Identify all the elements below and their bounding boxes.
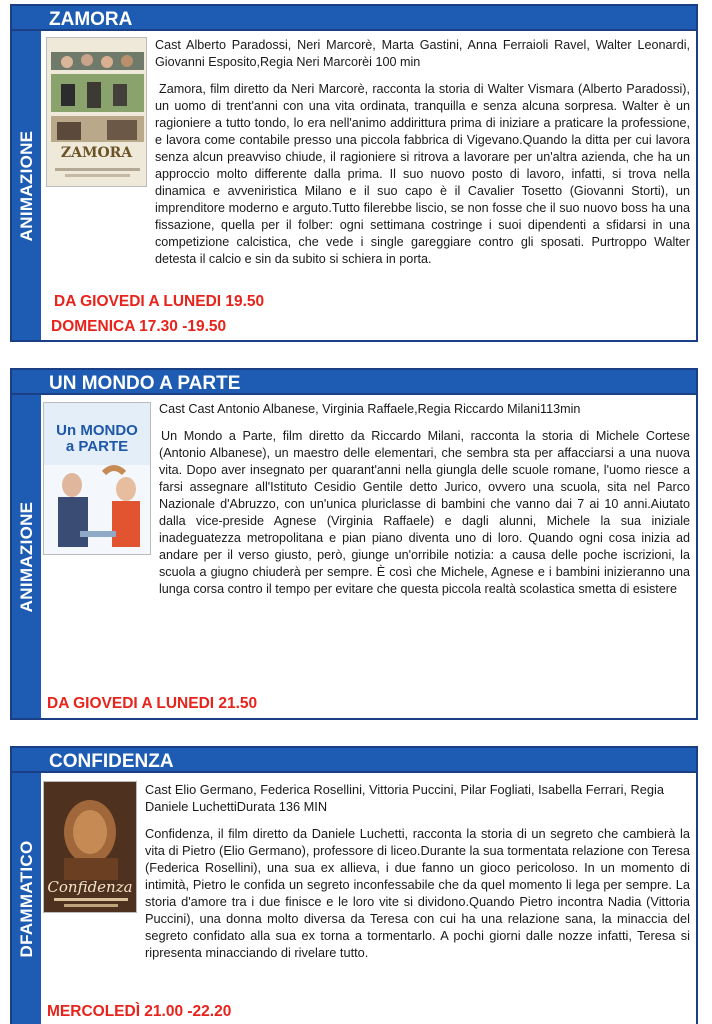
film-poster: [43, 781, 137, 913]
film-description: [159, 401, 690, 598]
genre-bar: [10, 395, 41, 720]
film-body: [41, 395, 698, 720]
poster-title: Confidenza: [47, 878, 133, 896]
film-synopsis: Zamora, film diretto da Neri Marcorè, racconta la storia di Walter Vismara (Alberto Paradossi), un uomo di trent'anni con una vita ordinata, tranquilla e senza alcuna sorpresa. Walter è un ragioniere a tutto tondo, lo era nell'animo addirittura prima di iniziare a praticare la professione, e lavora come contabile presso una piccola fabbrica di Vigevano.Quando la ditta per cui lavora senza alcun preavviso chiude, il ragioniere si ritrova a lavorare per un'altra azienda, che ha un approccio molto differente dalla prima. Il suo nuovo posto di lavoro, infatti, si trova nella dinamica e avveniristica Milano e il suo capo è il Cavalier Tosetto (Giovanni Storti), un imprenditore moderno e arguto.Tutto filerebbe liscio, se non fosse che il suo nuovo boss ha una fissazione, quella per il folber: ogni settimana costringe i suoi dipendenti a sfidarsi in una competizione calcistica, che vede i single gareggiare contro gli sposati. Purtroppo Walter detesta il calcio e sin da subito si schiera in porta.: [155, 82, 690, 266]
film-poster: [43, 402, 151, 555]
film-body: [41, 773, 698, 1024]
film-cast: Cast Elio Germano, Federica Rosellini, Vittoria Puccini, Pilar Fogliati, Isabella Ferrari, Regia Daniele LuchettiDurata 136 MIN: [145, 782, 664, 814]
poster-title: Un MONDO a PARTE: [56, 422, 138, 455]
showtime-1: MERCOLEDÌ 21.00 -22.20: [47, 1003, 232, 1020]
film-title: ZAMORA: [10, 4, 698, 31]
film-synopsis: Un Mondo a Parte, film diretto da Riccardo Milani, racconta la storia di Michele Cortese (Antonio Albanese), un maestro delle elementari, che sembra sta per affacciarsi a una nuova vita. Dopo aver insegnato per quarant'anni nella giungla delle scuole romane, l'uomo riesce a farsi assegnare all'Istituto Cesidio Gentile detto Jurico, ovvero una scuola, sita nel Parco Nazionale d'Abruzzo, con un'unica pluriclasse di bambini che vanno dai 7 ai 10 anni.Aiutato dalla vice-preside Agnese (Virginia Raffaele) e dagli alunni, Michele la sua iniziale inadeguatezza metropolitana e pian piano diventa uno di loro. Quando ogni cosa inizia ad andare per il verso giusto, però, giunge un'orribile notizia: a causa delle poche iscrizioni, la scuola a giugno chiuderà per sempre. È così che Michele, Agnese e i bambini inizieranno una lunga corsa contro il tempo per evitare che questa piccola realtà scolastica smetta di esistere: [159, 429, 690, 596]
genre-label: ANIMAZIONE: [16, 130, 36, 241]
film-card-un-mondo-a-parte: [10, 368, 698, 720]
film-card-confidenza: [10, 746, 698, 1024]
film-description: [155, 37, 690, 268]
film-synopsis: Confidenza, il film diretto da Daniele Luchetti, racconta la storia di un segreto che cambierà la vita di Pietro (Elio Germano), professore di liceo.Durante la sua tormentata relazione con Teresa (Federica Rosellini), una sua ex allieva, i due fanno un gioco pericoloso. In un momento di intimità, Pietro le confida un segreto inconfessabile che da quel momento li lega per sempre. La storia d'amore tra i due finisce e le loro vite si dividono.Quando Pietro incontra Nadia (Vittoria Puccini), una donna molto diversa da Teresa con cui ha una relazione sana, la minaccia del segreto confidato alla sua ex torna a tormentarlo. A pochi giorni dalle nozze infatti, Teresa si ripresenta minacciando di rivelare tutto.: [145, 826, 690, 960]
film-card-zamora: [10, 4, 698, 342]
genre-bar: [10, 773, 41, 1024]
film-description: [145, 781, 690, 961]
film-poster: [46, 37, 147, 187]
poster-image: [47, 38, 147, 187]
genre-label: DFAMMATICO: [16, 840, 36, 957]
film-body: [41, 31, 698, 342]
genre-bar: [10, 31, 41, 342]
showtime-1: DA GIOVEDI A LUNEDI 19.50: [54, 293, 265, 310]
film-cast: Cast Cast Antonio Albanese, Virginia Raffaele,Regia Riccardo Milani113min: [159, 402, 581, 416]
showtime-1: DA GIOVEDI A LUNEDI 21.50: [47, 695, 258, 712]
film-cast: Cast Alberto Paradossi, Neri Marcorè, Marta Gastini, Anna Ferraioli Ravel, Walter Leonardi, Giovanni Esposito,Regia Neri Marcorèi 100 min: [155, 38, 690, 69]
genre-label: ANIMAZIONE: [16, 501, 36, 612]
poster-title: ZAMORA: [60, 145, 133, 161]
film-title: CONFIDENZA: [10, 746, 698, 773]
film-title: UN MONDO A PARTE: [10, 368, 698, 395]
showtime-2: DOMENICA 17.30 -19.50: [51, 318, 227, 335]
